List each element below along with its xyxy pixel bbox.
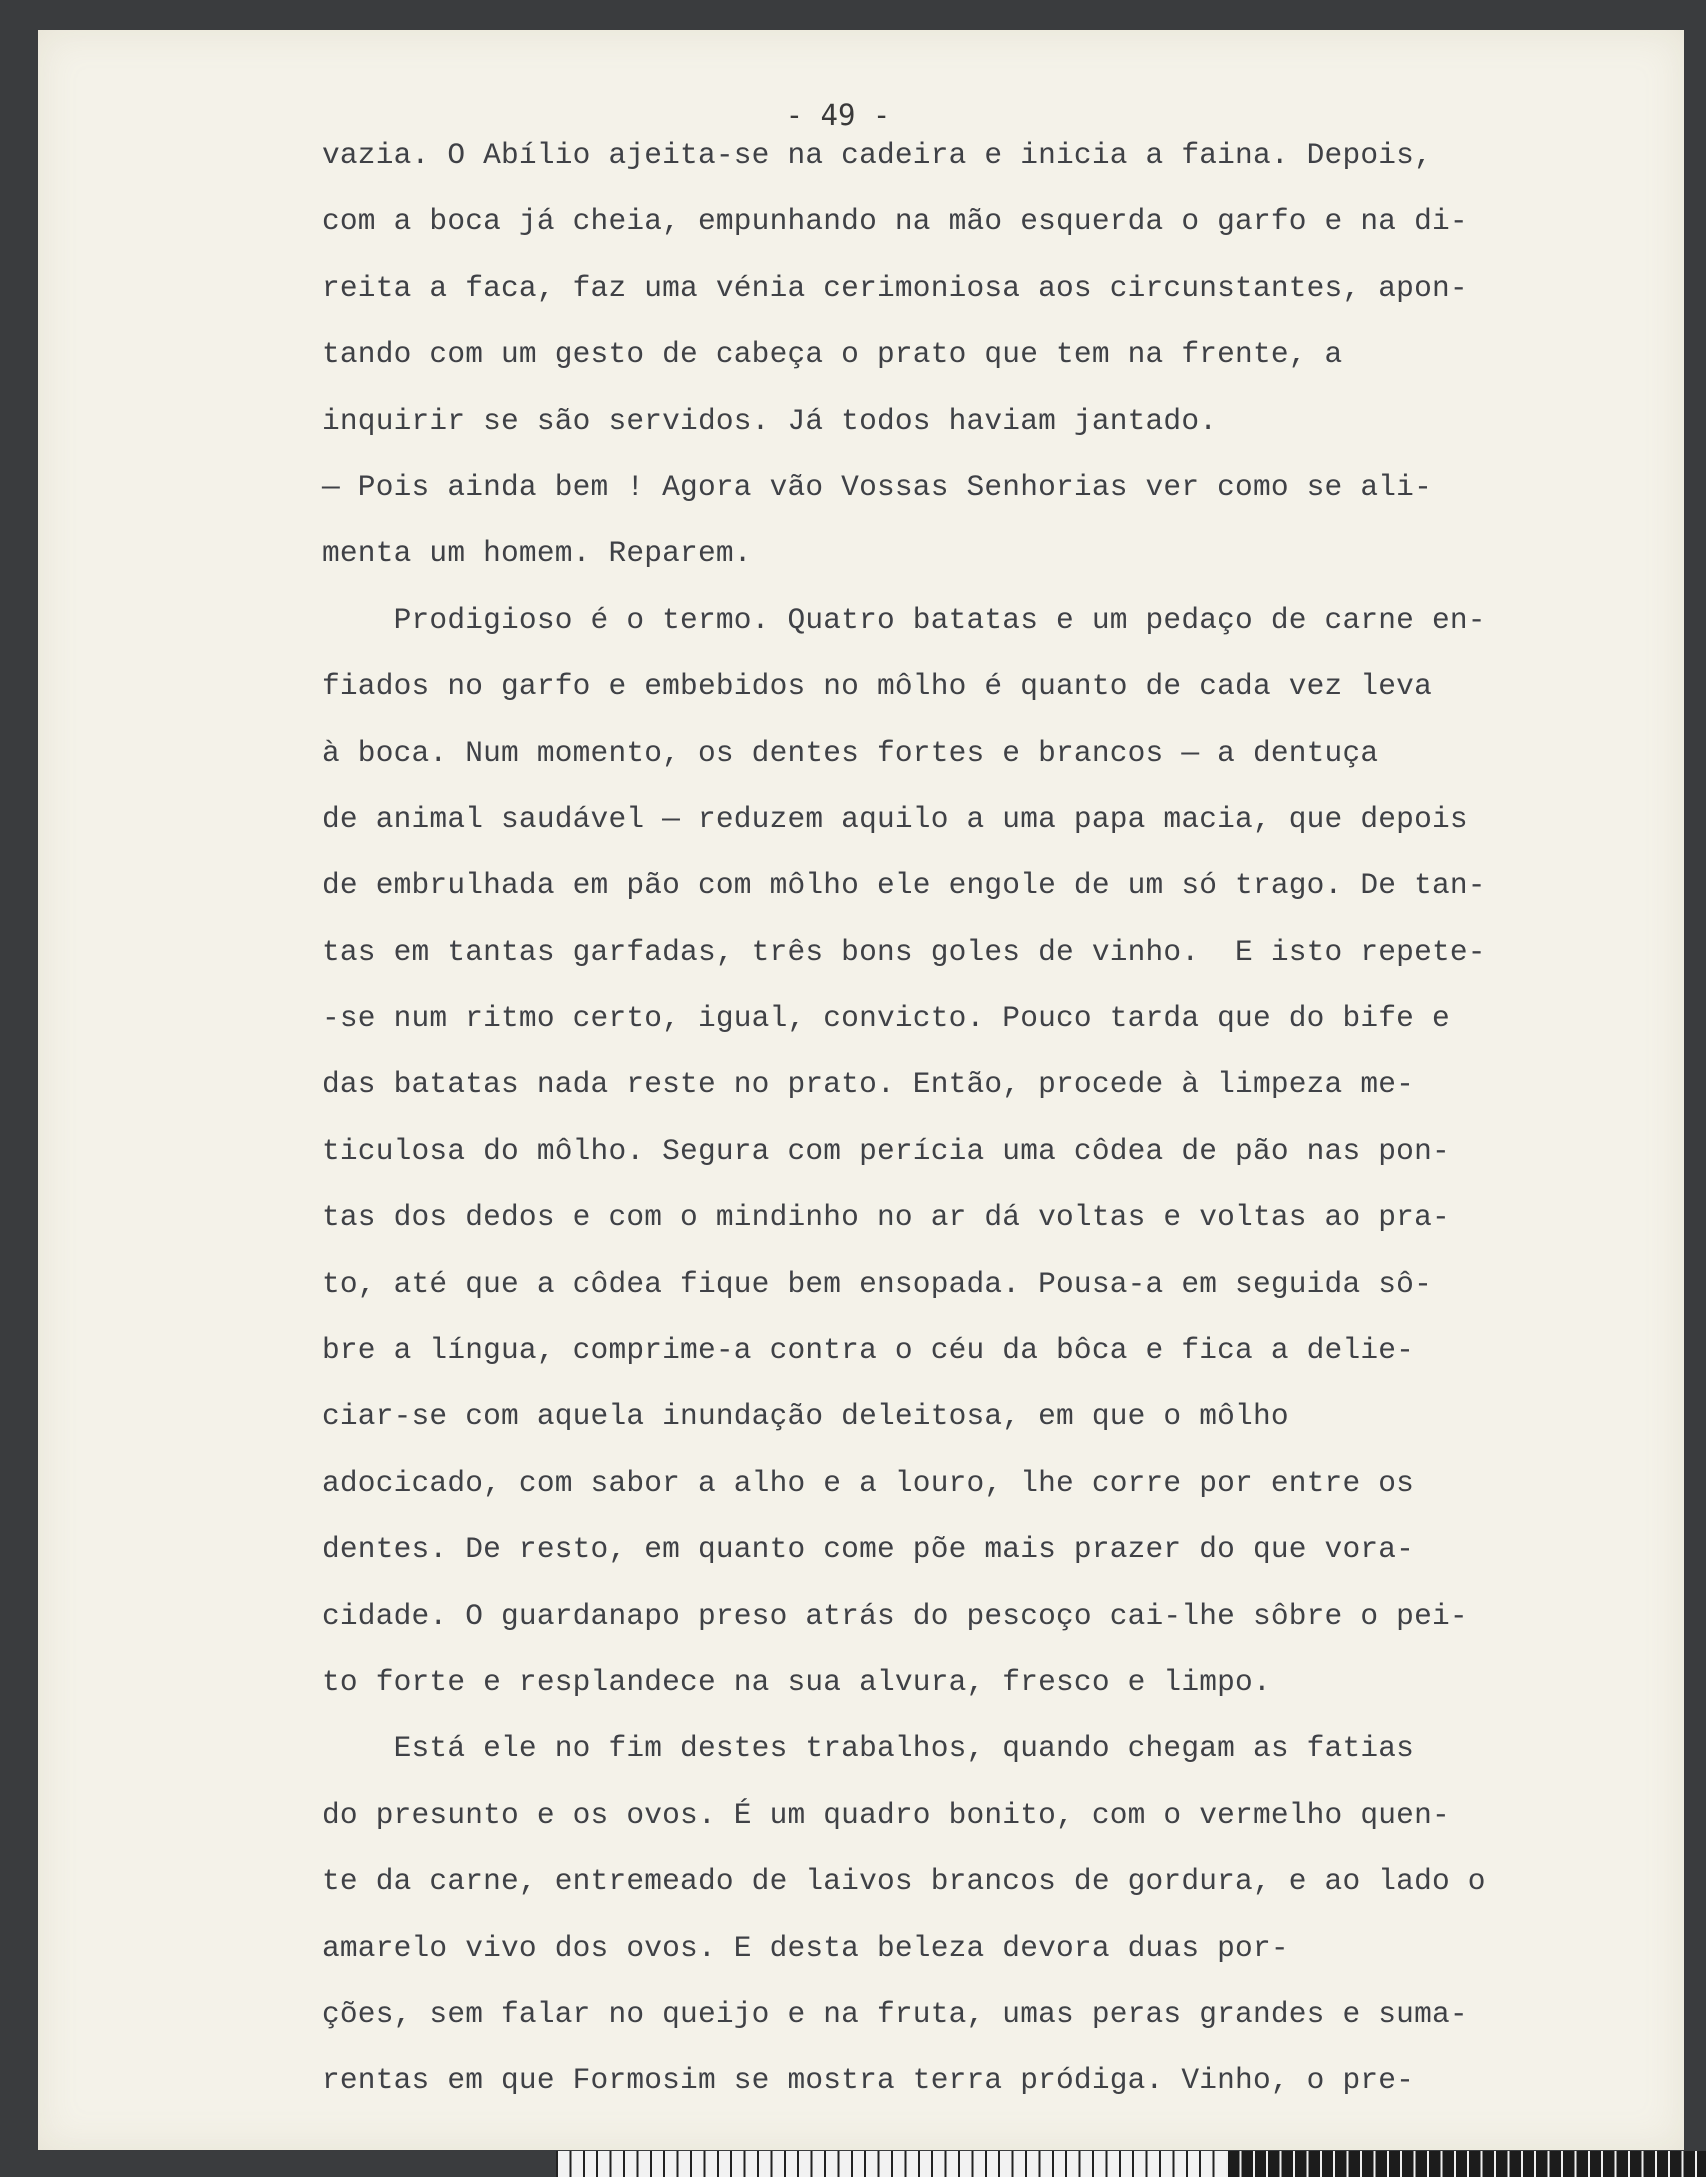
text-line: inquirir se são servidos. Já todos haviam jantado. <box>322 403 1218 438</box>
text-line: Está ele no fim destes trabalhos, quando chegam as fatias <box>322 1731 1415 1766</box>
text-line: tas dos dedos e com o mindinho no ar dá voltas e voltas ao pra- <box>322 1200 1450 1235</box>
text-line: de animal saudável — reduzem aquilo a uma papa macia, que depois <box>322 801 1468 836</box>
text-line: cidade. O guardanapo preso atrás do pescoço cai-lhe sôbre o pei- <box>322 1598 1468 1633</box>
text-line: fiados no garfo e embebidos no môlho é quanto de cada vez leva <box>322 669 1432 704</box>
text-line: te da carne, entremeado de laivos brancos de gordura, e ao lado o <box>322 1864 1486 1899</box>
text-line: vazia. O Abílio ajeita-se na cadeira e inicia a faina. Depois, <box>322 138 1432 172</box>
measurement-scale-dark <box>1226 2151 1706 2177</box>
text-line: ciar-se com aquela inundação deleitosa, em que o môlho <box>322 1399 1289 1434</box>
text-line: adocicado, com sabor a alho e a louro, lhe corre por entre os <box>322 1465 1415 1500</box>
text-line: amarelo vivo dos ovos. E desta beleza devora duas por- <box>322 1930 1289 1965</box>
page-number: - 49 - <box>785 98 891 132</box>
text-line: -se num ritmo certo, igual, convicto. Pouco tarda que do bife e <box>322 1001 1450 1036</box>
text-line: tando com um gesto de cabeça o prato que tem na frente, a <box>322 337 1343 372</box>
text-line: to forte e resplandece na sua alvura, fresco e limpo. <box>322 1664 1271 1699</box>
text-line: tas em tantas garfadas, três bons goles de vinho. E isto repete- <box>322 934 1486 969</box>
text-line: menta um homem. Reparem. <box>322 536 752 571</box>
measurement-scale <box>556 2151 1226 2177</box>
text-line: — Pois ainda bem ! Agora vão Vossas Senhorias ver como se ali- <box>322 469 1432 504</box>
text-line: rentas em que Formosim se mostra terra pródiga. Vinho, o pre- <box>322 2063 1415 2098</box>
text-line: Prodigioso é o termo. Quatro batatas e um pedaço de carne en- <box>322 602 1486 637</box>
text-line: ticulosa do môlho. Segura com perícia uma côdea de pão nas pon- <box>322 1133 1450 1168</box>
text-line: bre a língua, comprime-a contra o céu da bôca e fica a delie- <box>322 1333 1415 1368</box>
text-line: do presunto e os ovos. É um quadro bonito, com o vermelho quen- <box>322 1797 1450 1832</box>
text-line: com a boca já cheia, empunhando na mão esquerda o garfo e na di- <box>322 204 1468 239</box>
text-line: to, até que a côdea fique bem ensopada. Pousa-a em seguida sô- <box>322 1266 1432 1301</box>
typescript-body <box>322 131 1662 2123</box>
text-line: ções, sem falar no queijo e na fruta, umas peras grandes e suma- <box>322 1996 1468 2031</box>
text-line: reita a faca, faz uma vénia cerimoniosa aos circunstantes, apon- <box>322 270 1468 305</box>
text-line: dentes. De resto, em quanto come põe mais prazer do que vora- <box>322 1532 1415 1567</box>
text-line: de embrulhada em pão com môlho ele engole de um só trago. De tan- <box>322 868 1486 903</box>
text-line: à boca. Num momento, os dentes fortes e brancos — a dentuça <box>322 735 1379 770</box>
text-line: das batatas nada reste no prato. Então, procede à limpeza me- <box>322 1067 1415 1102</box>
